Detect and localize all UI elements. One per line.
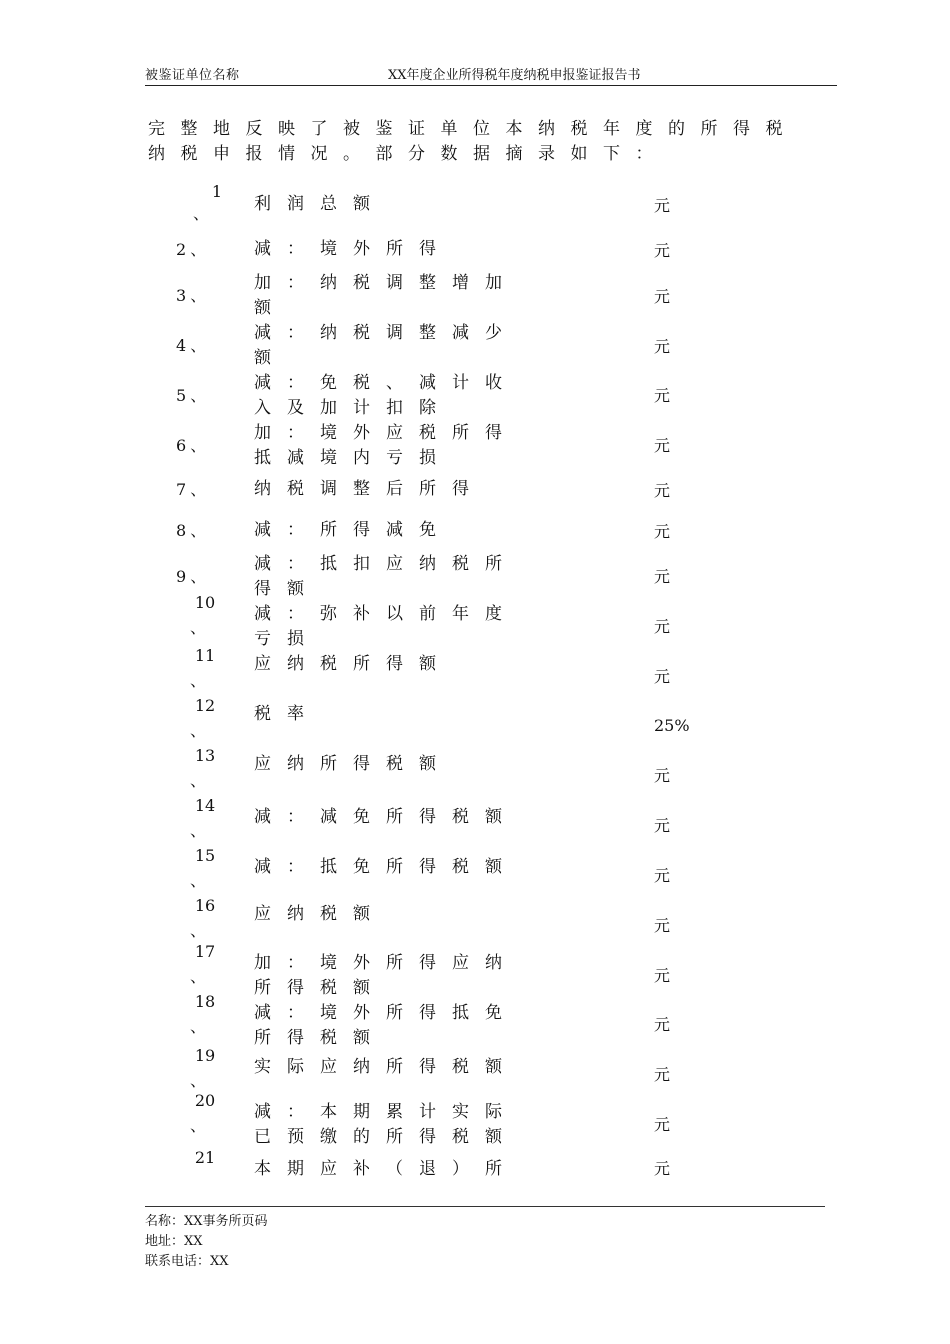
item-number-suffix: 、: [190, 967, 207, 986]
item-label: 实际应纳所得税额: [254, 1057, 518, 1077]
item-number-value: 6: [176, 436, 191, 455]
item-unit: 25%: [654, 716, 690, 735]
item-number: [190, 992, 220, 1037]
item-number-suffix: 、: [190, 671, 207, 690]
item-unit: 元: [654, 667, 671, 686]
item-label: 加：境外所得应纳所得税额: [254, 953, 518, 998]
item-number: [176, 567, 216, 587]
item-number: [190, 796, 220, 841]
item-unit: 元: [654, 241, 671, 260]
item-unit: 元: [654, 522, 671, 541]
item-unit: 元: [654, 481, 671, 500]
item-number: [190, 746, 220, 791]
item-number: [176, 286, 216, 306]
item-number-suffix: 、: [190, 1071, 207, 1090]
item-number-suffix: 、: [190, 286, 211, 305]
item-unit: 元: [654, 816, 671, 835]
audited-entity-name-label: 被鉴证单位名称: [145, 68, 240, 83]
item-number-suffix: 、: [190, 336, 211, 355]
item-label: 应纳税额: [254, 904, 386, 924]
item-label: 减：本期累计实际已预缴的所得税额: [254, 1102, 518, 1147]
item-label: 减：抵免所得税额: [254, 857, 518, 877]
item-number-value: 19: [194, 1046, 216, 1065]
item-number: [176, 336, 216, 356]
item-number-value: 21: [194, 1148, 216, 1167]
item-unit: 元: [654, 436, 671, 455]
item-unit: 元: [654, 386, 671, 405]
item-number-suffix: 、: [190, 240, 211, 259]
item-unit: 元: [654, 916, 671, 935]
item-unit: 元: [654, 766, 671, 785]
firm-address: 地址：XX: [145, 1234, 203, 1249]
item-unit: 元: [654, 196, 671, 215]
item-number-suffix: 、: [190, 871, 207, 890]
firm-phone: 联系电话：XX: [145, 1254, 229, 1269]
item-number-value: 10: [194, 593, 216, 612]
item-label: 加：境外应税所得抵减境内亏损: [254, 423, 518, 468]
item-number: [190, 896, 220, 941]
item-number-value: 20: [194, 1091, 216, 1110]
item-number-value: 13: [194, 746, 216, 765]
item-label: 减：所得减免: [254, 520, 452, 540]
item-number-suffix: 、: [190, 386, 211, 405]
item-label: 减：境外所得抵免所得税额: [254, 1003, 518, 1048]
item-number-suffix: 、: [190, 921, 207, 940]
item-number: [193, 182, 229, 224]
item-unit: 元: [654, 567, 671, 586]
item-number-value: 5: [176, 386, 191, 405]
item-unit: 元: [654, 966, 671, 985]
item-label: 本期应补（退）所: [254, 1159, 518, 1179]
item-number: [176, 436, 216, 456]
item-number: [190, 1091, 220, 1136]
item-label: 减：抵扣应纳税所得额: [254, 554, 518, 599]
item-unit: 元: [654, 1015, 671, 1034]
item-number-value: 17: [194, 942, 216, 961]
item-number: [176, 386, 216, 406]
item-number-value: 3: [176, 286, 191, 305]
item-number: [190, 593, 220, 638]
item-number-suffix: 、: [190, 771, 207, 790]
item-number-value: 7: [176, 480, 191, 499]
item-number-value: 1: [211, 182, 223, 201]
item-number-value: 9: [176, 567, 191, 586]
item-number-value: 16: [194, 896, 216, 915]
item-label: 减：弥补以前年度亏损: [254, 604, 518, 649]
item-label: 应纳所得税额: [254, 754, 452, 774]
report-title: XX年度企业所得税年度纳税申报鉴证报告书: [388, 68, 641, 83]
item-number-value: 8: [176, 521, 191, 540]
item-number-value: 11: [194, 646, 216, 665]
item-number: [190, 1046, 220, 1091]
item-number-suffix: 、: [190, 521, 211, 540]
item-number-value: 14: [194, 796, 216, 815]
item-label: 利润总额: [254, 194, 386, 214]
item-unit: 元: [654, 617, 671, 636]
footer-divider: [145, 1206, 825, 1207]
item-unit: 元: [654, 287, 671, 306]
item-number-suffix: 、: [190, 821, 207, 840]
item-number: [190, 1148, 220, 1173]
item-number: [190, 846, 220, 891]
page-footer: [145, 1212, 268, 1272]
item-number-suffix: 、: [190, 721, 207, 740]
item-number: [176, 240, 216, 260]
item-number-suffix: 、: [190, 567, 211, 586]
item-unit: 元: [654, 1159, 671, 1178]
item-number-value: 12: [194, 696, 216, 715]
header-divider: [145, 85, 837, 86]
item-label: 减：减免所得税额: [254, 807, 518, 827]
item-number-suffix: 、: [190, 1116, 207, 1135]
item-unit: 元: [654, 337, 671, 356]
item-number-suffix: 、: [190, 1017, 207, 1036]
item-number: [190, 646, 220, 691]
item-number-suffix: 、: [190, 436, 211, 455]
item-label: 减：境外所得: [254, 239, 452, 259]
item-number: [176, 480, 216, 500]
item-number-value: 2: [176, 240, 191, 259]
item-label: 纳税调整后所得: [254, 479, 485, 499]
item-unit: 元: [654, 1065, 671, 1084]
intro-paragraph: 完整地反映了被鉴证单位本纳税年度的所得税纳税申报情况。部分数据摘录如下：: [148, 119, 798, 164]
item-number: [190, 696, 220, 741]
item-unit: 元: [654, 1115, 671, 1134]
item-unit: 元: [654, 866, 671, 885]
item-label: 减：纳税调整减少额: [254, 323, 518, 368]
item-label: 税率: [254, 704, 320, 724]
item-number-value: 18: [194, 992, 216, 1011]
item-number-suffix: 、: [193, 204, 210, 223]
item-label: 应纳税所得额: [254, 654, 452, 674]
item-number-value: 15: [194, 846, 216, 865]
item-label: 加：纳税调整增加额: [254, 273, 518, 318]
item-number: [190, 942, 220, 987]
item-number-suffix: 、: [190, 480, 211, 499]
firm-name: 名称：XX事务所页码: [145, 1214, 268, 1229]
item-number-value: 4: [176, 336, 191, 355]
item-label: 减：免税、减计收入及加计扣除: [254, 373, 518, 418]
item-number-suffix: 、: [190, 618, 207, 637]
item-number: [176, 521, 216, 541]
